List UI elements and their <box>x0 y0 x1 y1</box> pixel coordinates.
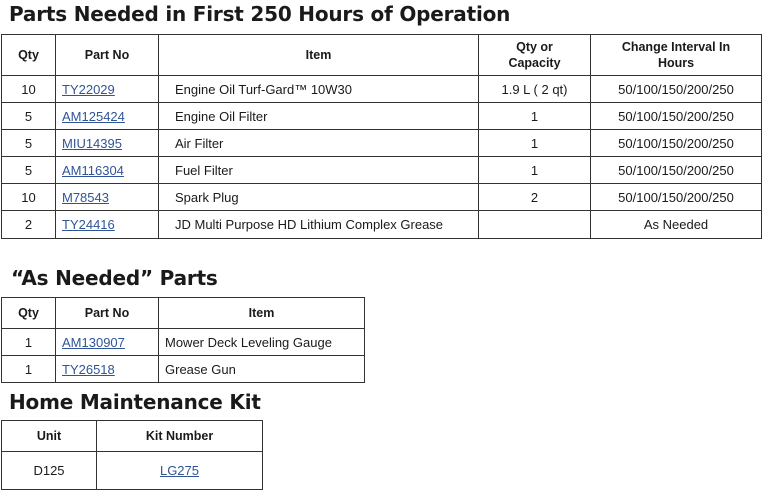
qty-cell: 10 <box>2 184 56 211</box>
unit-column-header: Unit <box>2 421 97 452</box>
item-cell: Grease Gun <box>159 356 365 383</box>
capacity-cell: 2 <box>479 184 591 211</box>
item-cell: JD Multi Purpose HD Lithium Complex Grease <box>159 211 479 239</box>
kit-number-column-header: Kit Number <box>97 421 263 452</box>
interval-cell: 50/100/150/200/250 <box>591 103 762 130</box>
part-number-link[interactable]: TY24416 <box>62 217 115 232</box>
capacity-column-header <box>479 35 591 76</box>
capacity-cell: 1 <box>479 157 591 184</box>
part-number-link[interactable]: AM125424 <box>62 108 125 124</box>
qty-cell: 1 <box>2 329 56 356</box>
item-cell: Engine Oil Turf-Gard™ 10W30 <box>159 76 479 103</box>
home-maintenance-kit-table <box>1 420 263 490</box>
qty-column-header: Qty <box>2 35 56 76</box>
table-row <box>2 329 365 356</box>
kit-number-link[interactable]: LG275 <box>159 463 200 478</box>
as-needed-parts-heading: “As Needed” Parts <box>11 266 218 290</box>
interval-column-header <box>591 35 762 76</box>
capacity-cell: 1 <box>479 103 591 130</box>
unit-cell: D125 <box>2 452 97 490</box>
table-header-row <box>2 35 762 76</box>
table-row <box>2 211 762 239</box>
part-no-column-header: Part No <box>56 298 159 329</box>
item-column-header: Item <box>159 35 479 76</box>
qty-cell: 5 <box>2 157 56 184</box>
table-row <box>2 103 762 130</box>
part-number-link[interactable]: AM116304 <box>62 162 124 178</box>
table-header-row <box>2 298 365 329</box>
qty-cell: 5 <box>2 130 56 157</box>
capacity-header-line2: Capacity <box>508 56 561 70</box>
part-number-link[interactable]: MIU14395 <box>62 135 122 151</box>
first-250-hours-parts-table <box>1 34 762 239</box>
interval-cell: 50/100/150/200/250 <box>591 157 762 184</box>
interval-header-line2: Hours <box>657 56 695 70</box>
qty-cell: 10 <box>2 76 56 103</box>
home-maintenance-kit-heading: Home Maintenance Kit <box>9 390 261 414</box>
part-no-column-header: Part No <box>56 35 159 76</box>
qty-cell: 1 <box>2 356 56 383</box>
table-row <box>2 356 365 383</box>
capacity-header-line1: Qty or <box>516 40 553 54</box>
qty-cell: 5 <box>2 103 56 130</box>
first-250-hours-heading: Parts Needed in First 250 Hours of Operation <box>9 2 511 26</box>
part-number-link[interactable]: TY26518 <box>62 361 115 377</box>
item-cell: Fuel Filter <box>159 157 479 184</box>
table-row <box>2 157 762 184</box>
table-row <box>2 130 762 157</box>
table-header-row <box>2 421 263 452</box>
capacity-cell: 1.9 L ( 2 qt) <box>479 76 591 103</box>
capacity-cell <box>479 211 591 239</box>
interval-cell: 50/100/150/200/250 <box>591 184 762 211</box>
part-number-link[interactable]: TY22029 <box>62 81 115 97</box>
interval-header-line1: Change Interval In <box>621 40 731 54</box>
interval-cell: 50/100/150/200/250 <box>591 130 762 157</box>
table-row <box>2 452 263 490</box>
item-cell: Air Filter <box>159 130 479 157</box>
qty-cell: 2 <box>2 211 56 239</box>
part-number-link[interactable]: M78543 <box>62 189 109 205</box>
interval-cell: 50/100/150/200/250 <box>591 76 762 103</box>
item-cell: Spark Plug <box>159 184 479 211</box>
interval-cell: As Needed <box>591 211 762 239</box>
capacity-cell: 1 <box>479 130 591 157</box>
qty-column-header: Qty <box>2 298 56 329</box>
table-row <box>2 76 762 103</box>
as-needed-parts-table <box>1 297 365 383</box>
item-column-header: Item <box>159 298 365 329</box>
part-number-link[interactable]: AM130907 <box>62 334 125 350</box>
item-cell: Engine Oil Filter <box>159 103 479 130</box>
table-row <box>2 184 762 211</box>
item-cell: Mower Deck Leveling Gauge <box>159 329 365 356</box>
